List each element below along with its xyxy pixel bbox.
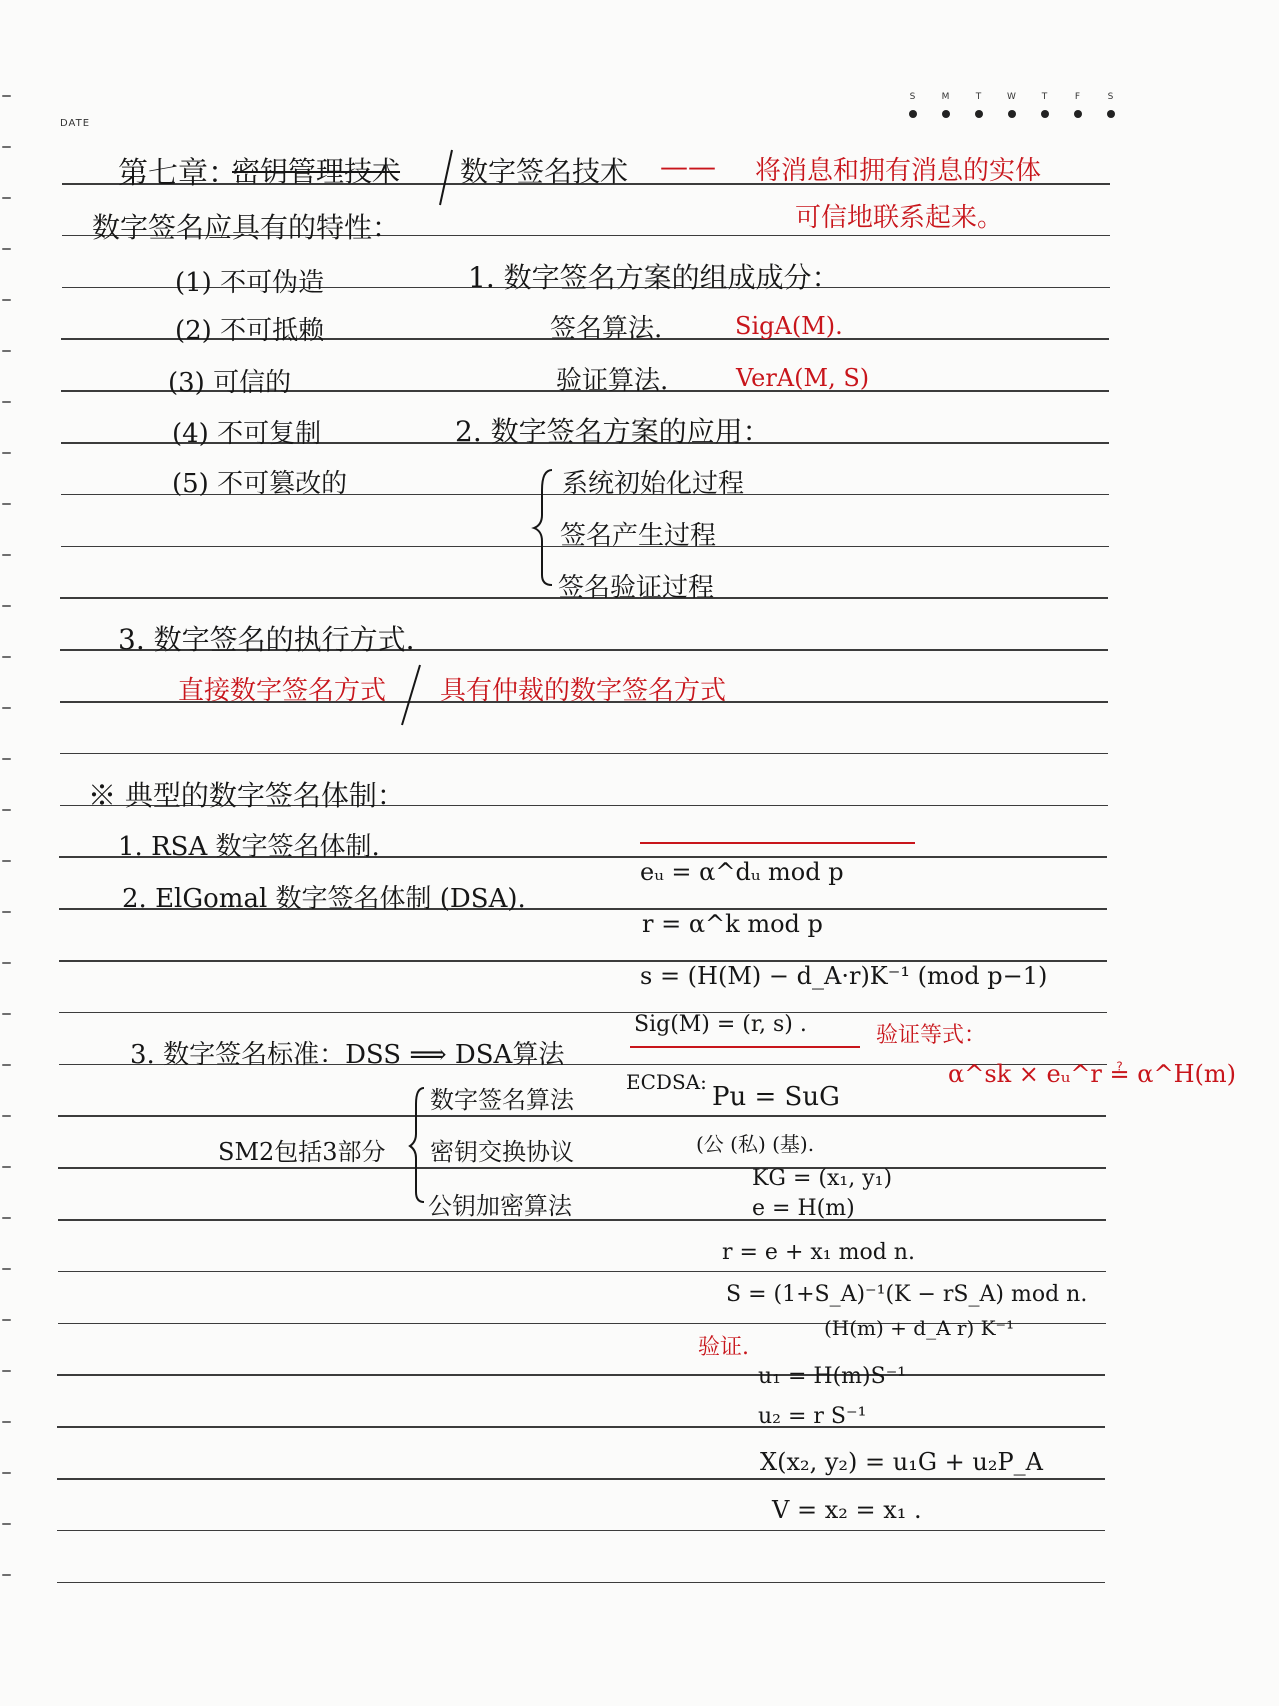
ecdsa-kg: KG = (x₁, y₁) <box>752 1166 893 1191</box>
ecdsa-label: ECDSA: <box>626 1070 707 1094</box>
ecdsa-verify-label: 验证. <box>698 1335 749 1360</box>
properties-heading: 数字签名应具有的特性： <box>92 211 401 244</box>
chapter-label: 第七章： <box>118 156 238 191</box>
arbitrated-signature: 具有仲裁的数字签名方式 <box>440 676 727 706</box>
crossed-topic: 密钥管理技术 <box>232 155 401 188</box>
execution-heading: 3. 数字签名的执行方式. <box>118 623 415 656</box>
ecdsa-pu: Pu = SuG <box>712 1082 840 1112</box>
chapter-topic: 数字签名技术 <box>460 155 629 188</box>
sign-algo-formula: SigA(M). <box>735 312 843 340</box>
composition-heading: 1. 数字签名方案的组成成分： <box>468 261 840 294</box>
weekday-letter: F <box>1074 92 1081 102</box>
ecdsa-u1: u₁ = H(m)S⁻¹ <box>758 1364 907 1389</box>
ecdsa-e: e = H(m) <box>752 1196 855 1221</box>
formula-ev: eᵤ = α^dᵤ mod p <box>640 858 844 886</box>
date-label: DATE <box>60 118 91 129</box>
definition-line2: 可信地联系起来。 <box>795 203 1004 233</box>
slash-divider <box>402 665 420 725</box>
title-dash: —— <box>660 150 716 183</box>
verify-algo-formula: VerA(M, S) <box>736 364 870 392</box>
weekday-letter: S <box>1107 92 1114 102</box>
typical-heading: ※ 典型的数字签名体制： <box>88 779 405 812</box>
ecdsa-key-note: (公 (私) (基). <box>696 1132 815 1156</box>
property-item: (4) 不可复制 <box>172 419 322 449</box>
verify-eq-label: 验证等式： <box>876 1023 987 1048</box>
weekday-letter: S <box>909 92 916 102</box>
direct-signature: 直接数字签名方式 <box>178 676 387 706</box>
ecdsa-s: S = (1+S_A)⁻¹(K − rS_A) mod n. <box>726 1282 1088 1307</box>
slash-divider <box>440 150 452 205</box>
formula-sig: Sig(M) = (r, s) . <box>634 1012 807 1037</box>
property-item: (2) 不可抵赖 <box>175 316 325 346</box>
ecdsa-s-alt: (H(m) + d_A r) K⁻¹ <box>824 1316 1015 1340</box>
formula-r: r = α^k mod p <box>642 910 823 938</box>
weekday-letter: W <box>1007 92 1016 102</box>
ecdsa-point: X(x₂, y₂) = u₁G + u₂P_A <box>760 1448 1043 1476</box>
property-item: (3) 可信的 <box>168 368 292 398</box>
property-item: (5) 不可篡改的 <box>172 469 348 499</box>
ecdsa-r: r = e + x₁ mod n. <box>722 1240 915 1265</box>
ecdsa-v: V = x₂ = x₁ . <box>772 1496 922 1524</box>
weekday-letter: T <box>1041 92 1048 102</box>
sm2-label: SM2包括3部分 <box>218 1138 386 1166</box>
elgamal-item: 2. ElGomal 数字签名体制 (DSA). <box>122 884 526 914</box>
sm2-part: 数字签名算法 <box>430 1086 574 1114</box>
process-brace <box>534 470 552 585</box>
application-heading: 2. 数字签名方案的应用： <box>455 415 771 448</box>
sm2-brace <box>410 1088 424 1202</box>
process-item: 签名验证过程 <box>558 573 715 603</box>
verify-eq: α^sk × eᵤ^r ≟ α^H(m) <box>948 1060 1236 1088</box>
property-item: (1) 不可伪造 <box>175 268 325 298</box>
weekday-letter: T <box>975 92 982 102</box>
rsa-item: 1. RSA 数字签名体制. <box>118 832 380 862</box>
ecdsa-u2: u₂ = r S⁻¹ <box>758 1404 867 1429</box>
sign-algo-label: 签名算法. <box>550 314 663 344</box>
formula-s: s = (H(M) − d_A·r)K⁻¹ (mod p−1) <box>640 962 1048 990</box>
definition-line1: 将消息和拥有消息的实体 <box>755 156 1042 186</box>
process-item: 系统初始化过程 <box>562 469 745 499</box>
dss-item: 3. 数字签名标准：DSS ⟹ DSA算法 <box>130 1040 565 1070</box>
weekday-letter: M <box>941 92 950 102</box>
sm2-part: 公钥加密算法 <box>428 1192 572 1220</box>
verify-algo-label: 验证算法. <box>556 366 669 396</box>
process-item: 签名产生过程 <box>560 521 717 551</box>
sm2-part: 密钥交换协议 <box>430 1138 574 1166</box>
